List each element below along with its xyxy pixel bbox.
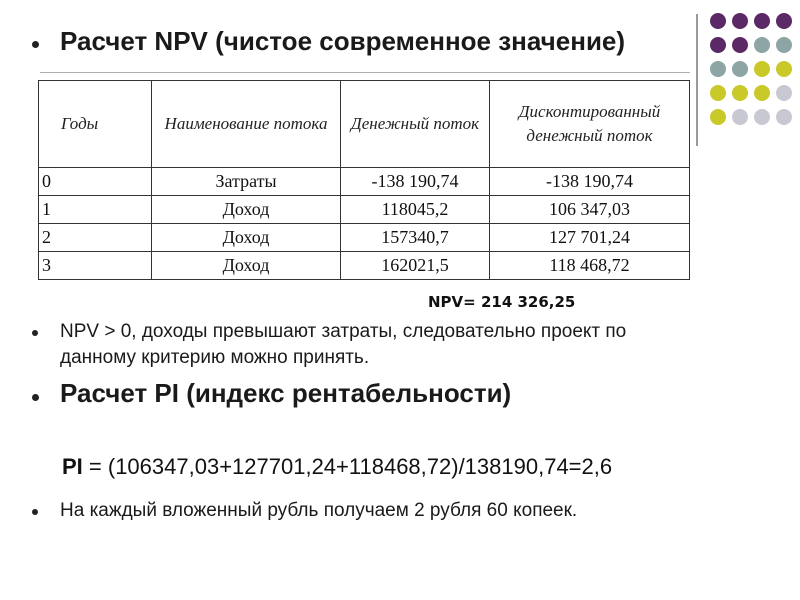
decorative-dot — [776, 109, 792, 125]
cell-flow-name: Доход — [152, 196, 341, 224]
cell-year: 2 — [39, 224, 152, 252]
cell-cash-flow: 157340,7 — [341, 224, 490, 252]
decorative-dot — [710, 13, 726, 29]
header-cash-flow: Денежный поток — [341, 81, 490, 168]
decorative-dot — [732, 85, 748, 101]
cell-discounted-flow: 118 468,72 — [490, 252, 690, 280]
decorative-dot — [710, 109, 726, 125]
cell-cash-flow: -138 190,74 — [341, 168, 490, 196]
decorative-dot — [732, 61, 748, 77]
table-row — [39, 168, 690, 196]
page-title: Расчет NPV (чистое современное значение) — [60, 26, 626, 56]
decorative-dot — [732, 109, 748, 125]
cell-flow-name: Доход — [152, 252, 341, 280]
decorative-dot — [710, 85, 726, 101]
pi-formula — [62, 454, 612, 480]
decorative-dot — [776, 13, 792, 29]
header-flow-name: Наименование потока — [152, 81, 341, 168]
header-discounted-flow: Дисконтированный денежный поток — [490, 81, 690, 168]
cell-cash-flow: 162021,5 — [341, 252, 490, 280]
npv-conclusion-text: NPV > 0, доходы превышают затраты, следовательно проект по данному критерию можно принять. — [60, 321, 627, 368]
decorative-dot — [754, 61, 770, 77]
pi-conclusion-text: На каждый вложенный рубль получаем 2 рубля 60 копеек. — [60, 500, 578, 521]
pi-formula-label: PI — [62, 454, 83, 479]
pi-heading: Расчет PI (индекс рентабельности) — [60, 378, 512, 408]
table-row — [39, 252, 690, 280]
cell-cash-flow: 118045,2 — [341, 196, 490, 224]
header-years: Годы — [39, 81, 152, 168]
npv-result: NPV= 214 326,25 — [428, 293, 576, 311]
decorative-dot — [754, 37, 770, 53]
cell-flow-name: Затраты — [152, 168, 341, 196]
decorative-dot — [710, 37, 726, 53]
decorative-dot — [776, 37, 792, 53]
decorative-dot — [776, 61, 792, 77]
pi-formula-expression: = (106347,03+127701,24+118468,72)/138190,74=2,6 — [82, 454, 613, 479]
decorative-vertical-line — [696, 14, 698, 146]
cell-flow-name: Доход — [152, 224, 341, 252]
decorative-dot — [776, 85, 792, 101]
decorative-horizontal-line — [40, 72, 690, 73]
decorative-dot — [754, 13, 770, 29]
decorative-dot-grid — [707, 10, 797, 135]
cell-discounted-flow: -138 190,74 — [490, 168, 690, 196]
decorative-dot — [732, 37, 748, 53]
cell-year: 0 — [39, 168, 152, 196]
cell-discounted-flow: 106 347,03 — [490, 196, 690, 224]
cell-discounted-flow: 127 701,24 — [490, 224, 690, 252]
decorative-dot — [732, 13, 748, 29]
table-header-row — [39, 81, 690, 168]
npv-conclusion-bullet — [32, 330, 38, 336]
pi-conclusion-bullet — [32, 509, 38, 515]
title-bullet — [32, 41, 39, 48]
cell-year: 3 — [39, 252, 152, 280]
cell-year: 1 — [39, 196, 152, 224]
decorative-dot — [710, 61, 726, 77]
pi-heading-bullet — [32, 394, 39, 401]
cash-flow-table — [38, 80, 690, 280]
table-row — [39, 196, 690, 224]
decorative-dot — [754, 109, 770, 125]
table-row — [39, 224, 690, 252]
decorative-dot — [754, 85, 770, 101]
